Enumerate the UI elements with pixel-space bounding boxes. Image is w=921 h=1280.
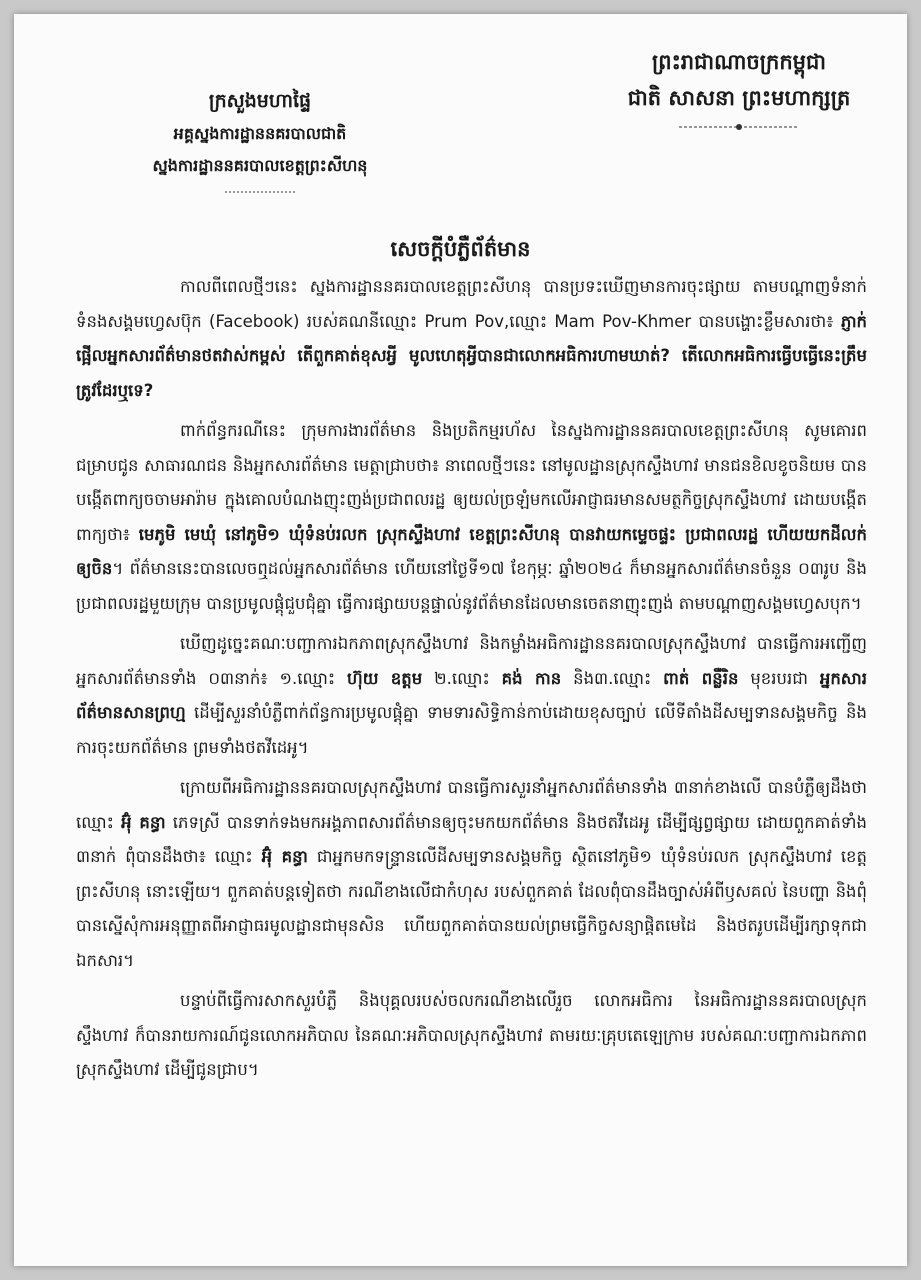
paragraph-3-text-b: ២.ឈ្មោះ [422, 668, 502, 688]
header-divider-icon [225, 188, 295, 196]
rumor-quote: មេភូមិ មេឃុំ នៅភូមិ១ ឃុំទំនប់រលក ស្រុកស្ទឹងហាវ ខេត្តព្រះសីហនុ បានវាយកម្ទេចផ្ទះ ប្រជាពលរដ្ឋ ហើយយកដីលក់ឲ្យចិន [76, 524, 867, 578]
national-motto: ជាតិ សាសនា ព្រះមហាក្សត្រ [627, 86, 851, 110]
paragraph-3-text-c: និង៣.ឈ្មោះ [561, 668, 664, 688]
document-page [14, 14, 907, 1266]
journalist-name-3: ពាត់ ពន្លឺរិន [663, 668, 739, 688]
paragraph-3-text-d: មុខរបរជា [738, 668, 820, 688]
media-outlet-name: អ្នកសារព័ត៌មានសានព្រហ្ម [76, 668, 867, 722]
journalist-name-2: គង់ កាន [501, 668, 562, 688]
paragraph-3-text-a: ឃើញដូច្នេះគណៈបញ្ជាការឯកភាពស្រុកស្ទឹងហាវ និងកម្លាំងអធិការដ្ឋាននគរបាលស្រុកស្ទឹងហាវ បានធ្វើការអញ្ជើញ អ្នកសារព័ត៌មានទាំង ០៣នាក់៖ ១.ឈ្មោះ [76, 634, 867, 688]
paragraph-2-text-b: ។ ព័ត៌មាននេះបានលេចឮដល់អ្នកសារព័ត៌មាន ហើយនៅថ្ងៃទី១៧ ខែកុម្ភៈ ឆ្នាំ២០២៤ ក៏មានអ្នកសារព័ត៌មានចំនួន ០៣រូប និងប្រជាពលរដ្ឋមួយក្រុម បានប្រមូលផ្តុំជួបជុំគ្នា ធ្វើការផ្សាយបន្តផ្ទាល់នូវព័ត៌មានដែលមានចេតនាញុះញង់ តាមបណ្តាញសង្គមហ្វេសបុក។ [76, 559, 867, 613]
paragraph-5-text: បន្ទាប់ពីធ្វើការសាកសួរបំភ្លឺ និងបុគ្គលរបស់ចលករណីខាងលើរួច លោកអធិការ នៃអធិការដ្ឋាននគរបាលស្រុកស្ទឹងហាវ ក៏បានរាយការណ៍ជូនលោកអភិបាល នៃគណៈអភិបាលស្រុកស្ទឹងហាវ តាមរយៈគ្រុបតេឡេក្រាម របស់គណៈបញ្ជាការឯកភាពស្រុកស្ទឹងហាវ ដើម្បីជូនជ្រាប។ [76, 991, 867, 1079]
quoted-post-text: ភ្ញាក់ផ្អើលអ្នកសារព័ត៌មានថតវាស់កម្ពស់ តើពួកគាត់ខុសអ្វី មូលហេតុអ្វីបានជាលោកអធិការហាមឃាត់? តើលោកអធិការធ្វើបធ្វើនេះត្រឹមត្រូវដែរឬទេ? [76, 311, 867, 400]
kingdom-header [609, 44, 869, 132]
ministry-header [100, 84, 420, 196]
paragraph-5 [76, 984, 867, 1088]
paragraph-1-text: កាលពីពេលថ្មីៗនេះ ស្នងការដ្ឋាននគរបាលខេត្តព្រះសីហនុ បានប្រទះឃើញមានការចុះផ្សាយ តាមបណ្តាញទំនាក់ទំនងសង្គមហ្វេសប៊ុក (Facebook) របស់គណនីឈ្មោះ Prum Pov,ឈ្មោះ Mam Pov-Khmer បានបង្ហោះខ្លឹមសារថា៖ [76, 277, 867, 331]
paragraph-4 [76, 771, 867, 978]
ministry-name: ក្រសួងមហាផ្ទៃ [208, 90, 312, 112]
paragraph-3 [76, 627, 867, 765]
paragraph-1 [76, 270, 867, 408]
commissariat-name: ស្នងការដ្ឋាននគរបាលខេត្តព្រះសីហនុ [152, 156, 368, 175]
person-name-1: អ៊ុំ គន្ធា [121, 812, 166, 832]
paragraph-4-text-c: ជាអ្នកមកទន្ទ្រានលើដីសម្បទានសង្គមកិច្ច ស្ថិតនៅភូមិ១ ឃុំទំនប់រលក ស្រុកស្ទឹងហាវ ខេត្តព្រះសីហនុ នោះឡើយ។ ពួកគាត់បន្តទៀតថា ករណីខាងលើជាកំហុស របស់ពួកគាត់ ដែលពុំបានដឹងច្បាស់អំពីឫសគល់ នៃបញ្ហា និងពុំបានស្នើសុំការអនុញ្ញាតពីអាជ្ញាធរមូលដ្ឋានជាមុនសិន ហើយពួកគាត់បានយល់ព្រមធ្វើកិច្ចសន្យាផ្តិតមេដៃ និងថតរូបដើម្បីរក្សាទុកជាឯកសារ។ [76, 847, 868, 970]
paragraph-2 [76, 414, 867, 621]
document-title: សេចក្តីបំភ្លឺព័ត៌មាន [390, 237, 531, 261]
paragraph-4-text-b: ភេទស្រី បានទាក់ទងមកអង្គភាពសារព័ត៌មានឲ្យចុះមកយកព័ត៌មាន និងថតវីដេអូ ដើម្បីផ្សព្វផ្សាយ ដោយពួកគាត់ទាំង ៣នាក់ ពុំបានដឹងថា៖ ឈ្មោះ [76, 812, 867, 866]
journalist-name-1: ហ៊ុយ ឧត្តម [346, 668, 423, 688]
paragraph-2-text-a: ពាក់ព័ន្ធករណីនេះ ក្រុមការងារព័ត៌មាន និងប្រតិកម្មរហ័ស នៃស្នងការដ្ឋាននគរបាលខេត្តព្រះសីហនុ សូមគោរពជម្រាបជូន សាធារណជន និងអ្នកសារព័ត៌មាន មេត្តាជ្រាបថា៖ នាពេលថ្មីៗនេះ នៅមូលដ្ឋានស្រុកស្ទឹងហាវ មានជនខិលខូចនិយម បានបង្កើតពាក្យចចាមអារ៉ាម ក្នុងគោលបំណងញុះញង់ប្រជាពលរដ្ឋ ឲ្យយល់ច្រឡំមកលើអាជ្ញាធរមានសមត្ថកិច្ចស្រុកស្ទឹងហាវ ដោយបង្កើតពាក្យថា៖ [76, 421, 867, 544]
document-body [76, 270, 867, 1094]
paragraph-3-text-e: ដើម្បីសួរនាំបំភ្លឺពាក់ព័ន្ធការប្រមូលផ្តុំគ្នា ទាមទារសិទ្ធិកាន់កាប់ដោយខុសច្បាប់ លើទីតាំងដីសម្បទានសង្គមកិច្ច និងការចុះយកព័ត៌មាន ព្រមទាំងថតវីដេអូ។ [76, 703, 867, 757]
department-name: អគ្គស្នងការដ្ឋាននគរបាលជាតិ [173, 124, 347, 143]
paragraph-4-text-a: ក្រោយពីអធិការដ្ឋាននគរបាលស្រុកស្ទឹងហាវ បានធ្វើការសួរនាំអ្នកសារព័ត៌មានទាំង ៣នាក់ខាងលើ បានបំភ្លឺឲ្យដឹងថាឈ្មោះ [76, 778, 867, 832]
kingdom-name: ព្រះរាជាណាចក្រកម្ពុជា [651, 50, 826, 74]
person-name-2: អ៊ុំ គន្ធា [261, 847, 308, 866]
ornament-divider-icon [679, 122, 799, 132]
